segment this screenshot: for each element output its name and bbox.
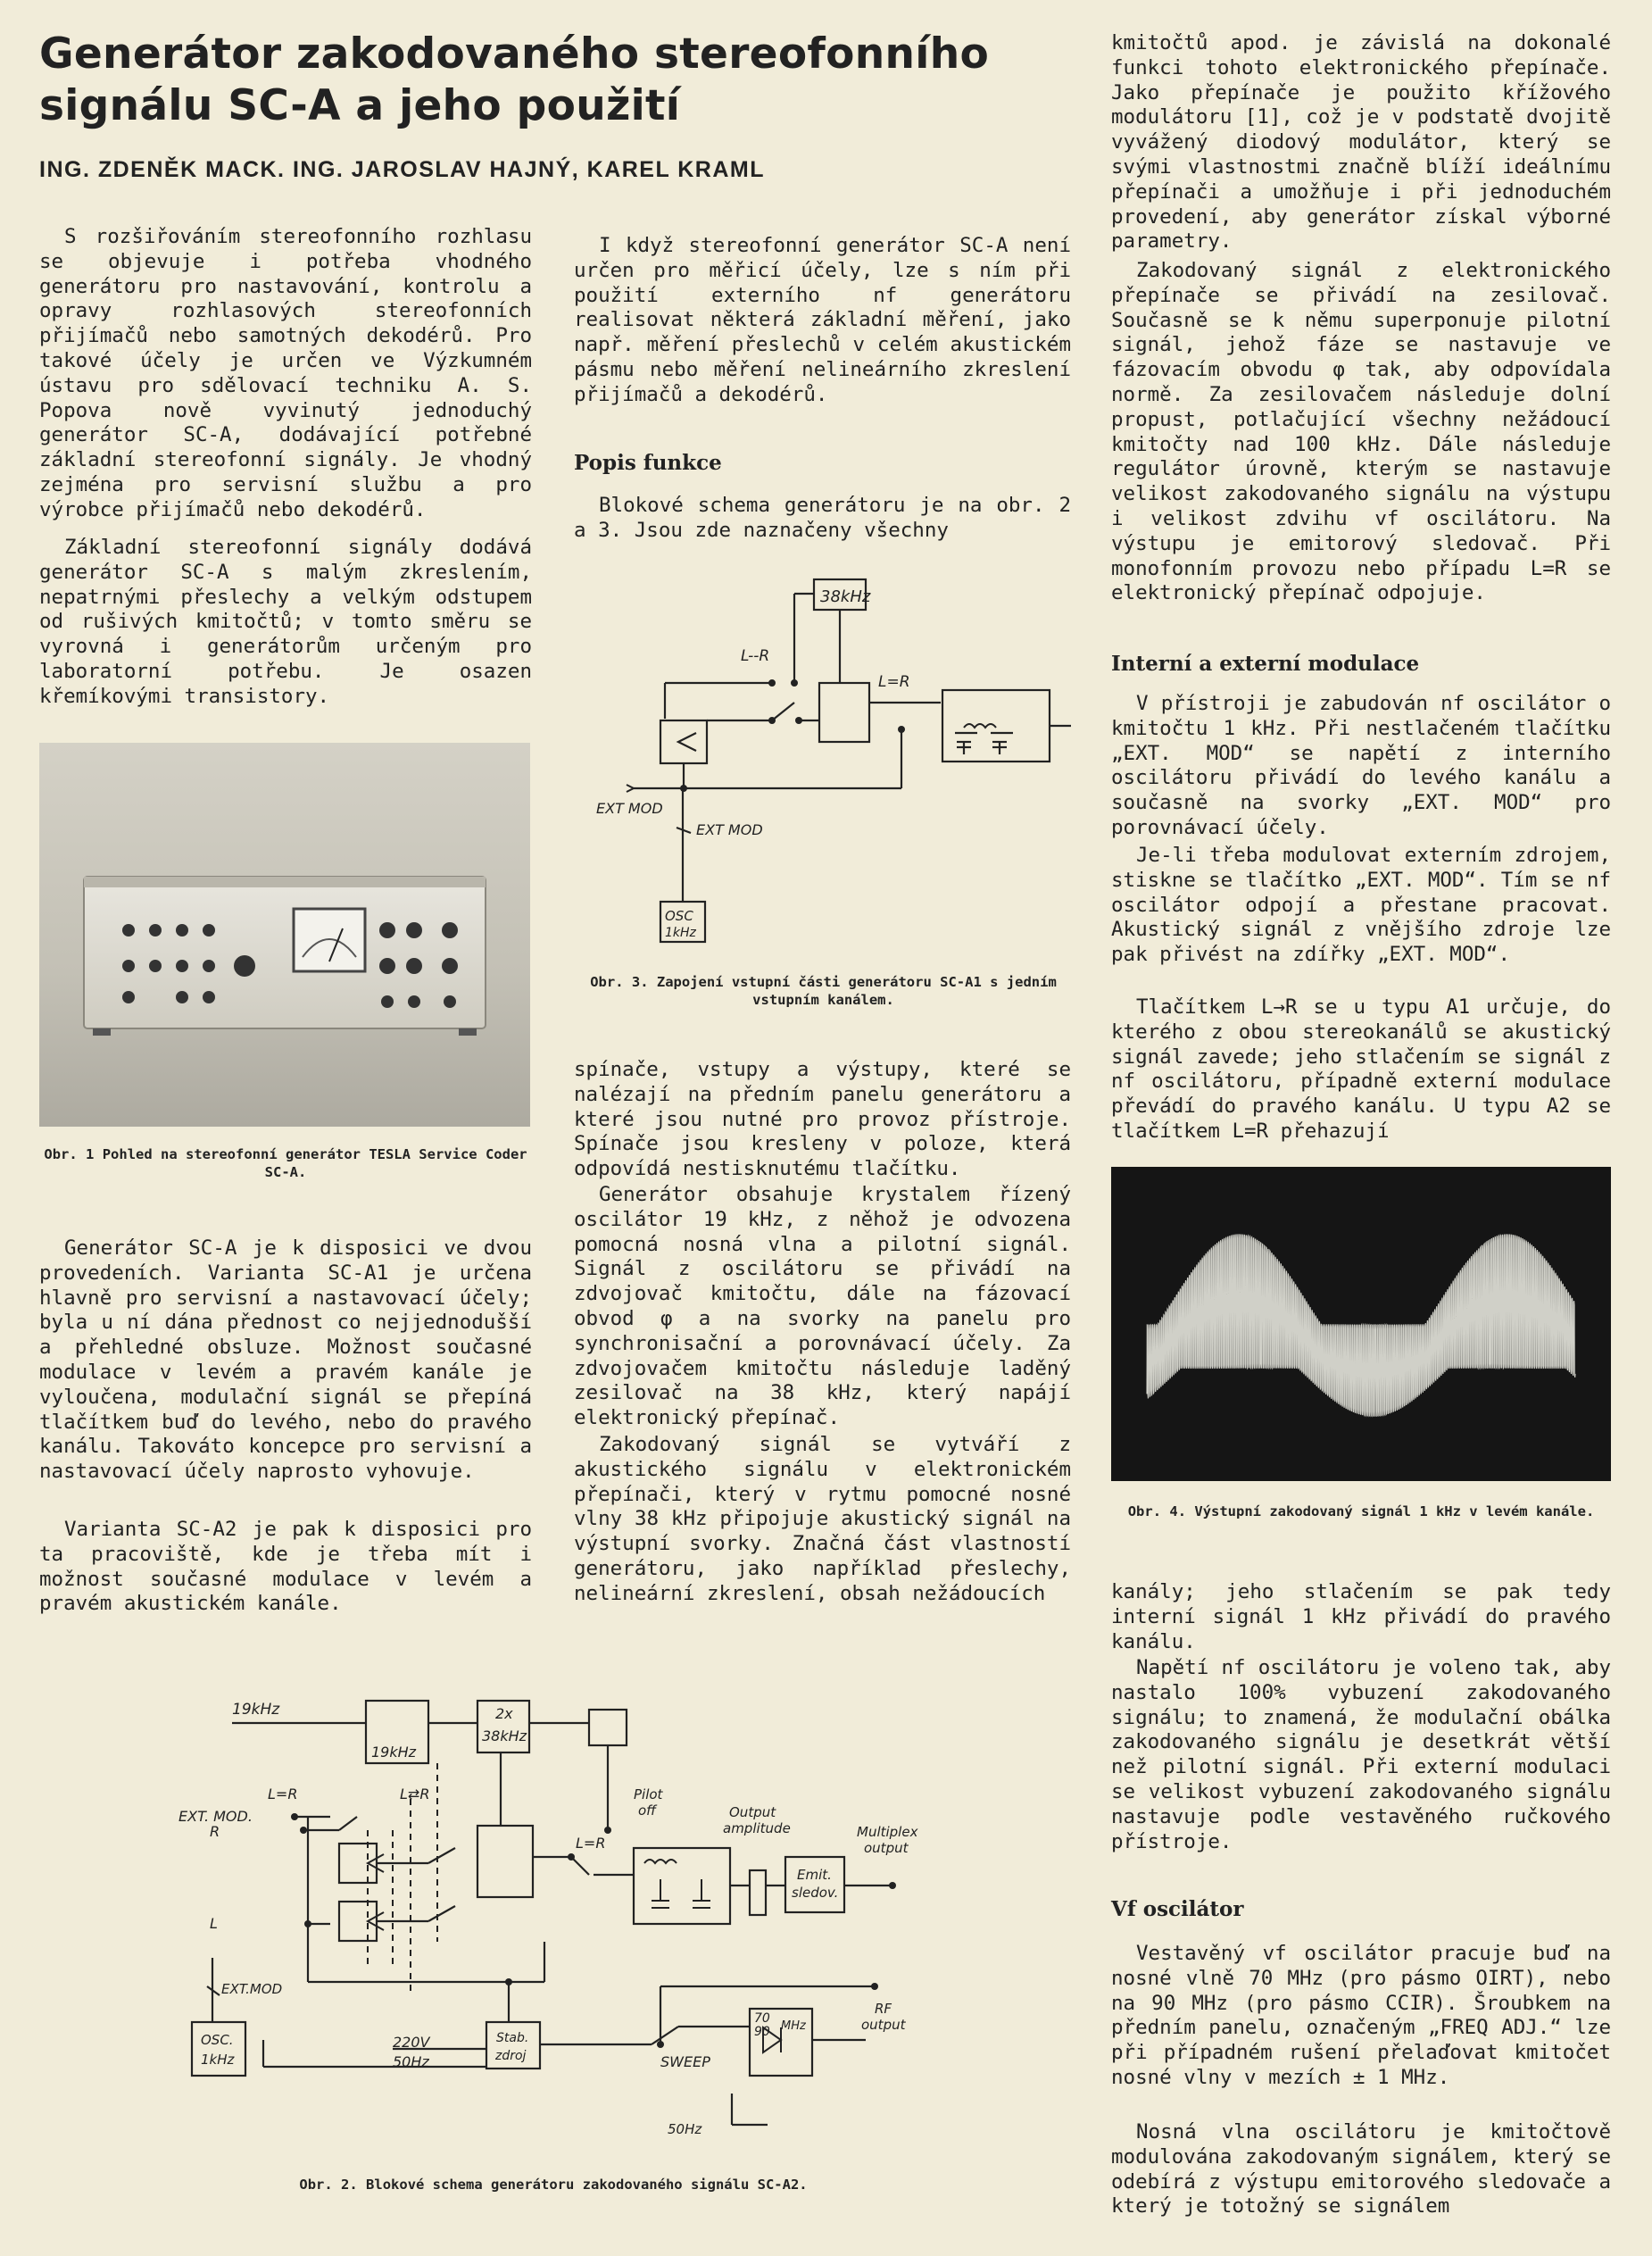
fig3-label-1khz: 1kHz <box>665 926 696 940</box>
fig2-label-mhz: MHz <box>781 2019 806 2033</box>
fig2-label-osc-1khz: 1kHz <box>201 2052 235 2068</box>
col3-paragraph-8: Vestavěný vf oscilátor pracuje buď na nosné vlně 70 MHz (pro pásmo OIRT), nebo na 90 MHz (pro pásmo CCIR). Šroubkem na předním panelu, označeným „FREQ ADJ.“ lze při případném rušení přelaďovat kmitočet nosné vlny v mezích ± 1 MHz. <box>1111 1942 1611 2089</box>
figure-2-diagram <box>178 1674 955 2156</box>
col3-paragraph-7: Napětí nf oscilátoru je voleno tak, aby nastalo 100% vybuzení zakodovaného signálu; to znamená, že modulační obálka zakodovaného signálu je desetkrát větší než pilotní signál. Při externí modulaci se velikost vybuzení zakodovaného signálu nastavuje podle vestavěného ručkového přístroje. <box>1111 1656 1611 1853</box>
col2-paragraph-1: I když stereofonní generátor SC-A není určen pro měřicí účely, lze s ním při použití externího nf generátoru realisovat některá základní měření, jako např. měření přeslechů v celém akustickém pásmu nebo měření nelineárního zkreslení přijímačů a dekodérů. <box>574 234 1071 406</box>
col1-paragraph-3: Generátor SC-A je k disposici ve dvou provedeních. Varianta SC-A1 je určena hlavně pro servisní a nastavovací účely; byla u ní dána přednost co nejjednodušší a přehledné obsluze. Možnost současné modulace v levém a pravém kanále je vyloučena, modulační signál se přepíná tlačítkem buď do levého, nebo do pravého kanálu. Takováto koncepce pro servisní a nastavovací účely naprosto vyhovuje. <box>39 1236 532 1484</box>
fig2-label-emit: Emit. <box>797 1867 832 1883</box>
fig2-label-l-swap-r: L⇄R <box>400 1786 430 1802</box>
fig2-label-38khz: 38kHz <box>482 1727 527 1744</box>
fig2-label-19khz-in: 19kHz <box>232 1701 280 1719</box>
col3-paragraph-9: Nosná vlna oscilátoru je kmitočtově modulována zakodovaným signálem, který se odebírá z výstupu emitorového sledovače a který je totožný se signálem <box>1111 2120 1611 2219</box>
col3-paragraph-6: kanály; jeho stlačením se pak tedy interní signál 1 kHz přivádí do pravého kanálu. <box>1111 1580 1611 1653</box>
fig2-label-zdroj: zdroj <box>495 2049 527 2063</box>
figure-1-photo <box>39 743 530 1127</box>
fig2-label-l-eq-r-mid: L=R <box>576 1835 606 1852</box>
fig2-label-50hz: 50Hz <box>393 2053 429 2070</box>
fig2-label-70: 70 <box>754 2011 770 2026</box>
article-authors: ING. ZDENĚK MACK. ING. JAROSLAV HAJNÝ, KAREL KRAML <box>39 157 766 182</box>
figure-3-diagram <box>580 567 1080 951</box>
figure-4-oscillogram <box>1111 1167 1611 1481</box>
section-heading-interni-externi-modulace: Interní a externí modulace <box>1111 652 1420 676</box>
fig2-label-xtal-19khz: 19kHz <box>371 1744 417 1761</box>
col3-paragraph-5: Tlačítkem L→R se u typu A1 určuje, do kterého z obou stereokanálů se akustický signál zavede; jeho stlačením se signál z nf oscilátoru, případně externí modulace převádí do pravého kanálu. U typu A2 se tlačítkem L=R přehazují <box>1111 995 1611 1143</box>
col2-paragraph-4: Generátor obsahuje krystalem řízený oscilátor 19 kHz, z něhož je odvozena pomocná nosná vlna a pilotní signál. Signál z oscilátoru se přivádí na zdvojovač kmitočtu, dále na fázovací obvod φ a na svorky na panelu pro synchronisační a porovnávací účely. Za zdvojovačem kmitočtu následuje laděný zesilovač na 38 kHz, který napájí elektronický přepínač. <box>574 1183 1071 1430</box>
fig2-label-rf-output: output <box>861 2017 906 2033</box>
col3-paragraph-4: Je-li třeba modulovat externím zdrojem, stiskne se tlačítko „EXT. MOD“. Tím se nf oscilátor odpojí a přestane pracovat. Akustický signál z vnějšího zdroje lze pak přivést na zdířky „EXT. MOD“. <box>1111 844 1611 967</box>
figure-4-caption: Obr. 4. Výstupní zakodovaný signál 1 kHz v levém kanále. <box>1127 1503 1595 1519</box>
fig2-label-2x: 2x <box>495 1705 513 1722</box>
fig3-label-l-r: L--R <box>741 647 770 665</box>
col3-paragraph-3: V přístroji je zabudován nf oscilátor o kmitočtu 1 kHz. Při nestlačeném tlačítku „EXT. MOD“ se napětí z interního oscilátoru přivádí do levého kanálu a současně na svorky „EXT. MOD“ pro porovnávací účely. <box>1111 692 1611 839</box>
col3-paragraph-2: Zakodovaný signál z elektronického přepínače se přivádí na zesilovač. Současně se k němu superponuje pilotní signál, jehož fáze se nastavuje ve fázovacím obvodu φ tak, aby odpovídala normě. Za zesilovačem následuje dolní propust, potlačující všechny nežádoucí kmitočty nad 100 kHz. Dále následuje regulátor úrovně, kterým se nastavuje velikost zakodovaného signálu na výstupu i velikost zdvihu vf oscilátoru. Na výstupu je emitorový sledovač. Při monofonním provozu nebo případu L=R se elektronický přepínač odpojuje. <box>1111 259 1611 605</box>
fig2-label-multiplex: Multiplex <box>857 1824 918 1840</box>
section-heading-popis-funkce: Popis funkce <box>574 451 722 475</box>
fig2-label-l-input: L <box>210 1915 218 1932</box>
fig3-label-osc: OSC <box>665 908 693 924</box>
fig2-label-rf: RF <box>875 2001 892 2017</box>
fig2-label-amplitude: amplitude <box>723 1820 791 1836</box>
figure-2-caption: Obr. 2. Blokové schema generátoru zakodovaného signálu SC-A2. <box>299 2177 808 2193</box>
generator-device-image <box>39 743 530 1127</box>
col3-paragraph-1: kmitočtů apod. je závislá na dokonalé funkci tohoto elektronického přepínače. Jako přepínače je použito křížového modulátoru [1], což je v podstatě dvojitě vyvážený diodový modulátor, který se svými vlastnostmi značně blíží ideálnímu přepínači a umožňuje i při jednoduchém provedení, aby generátor získal výborné parametry. <box>1111 31 1611 254</box>
fig2-label-stab: Stab. <box>496 2031 529 2045</box>
col1-paragraph-2: Základní stereofonní signály dodává generátor SC-A s malým zkreslením, nepatrnými přeslechy a velkým odstupem od rušivých kmitočtů; v tomto směru se vyrovná i generátorům určeným pro laboratorní potřebu. Je osazen křemíkovými transistory. <box>39 536 532 708</box>
section-heading-vf-oscilator: Vf oscilátor <box>1111 1897 1244 1921</box>
title-line-1: Generátor zakodovaného stereofonního <box>39 29 990 79</box>
col1-paragraph-1: S rozšiřováním stereofonního rozhlasu se objevuje i potřeba vhodného generátoru pro nastavování, kontrolu a opravy rozhlasových stereofonních přijímačů nebo samotných dekodérů. Pro takové účely je určen ve Výzkumném ústavu pro sdělovací techniku A. S. Popova nově vyvinutý jednoduchý generátor SC-A, dodávající potřebné základní stereofonní signály. Je vhodný zejména pro servisní službu a pro výrobce přijímačů nebo dekodérů. <box>39 225 532 521</box>
col2-paragraph-5: Zakodovaný signál se vytváří z akustického signálu v elektronickém přepínači, který v rytmu pomocné nosné vlny 38 kHz připojuje akustický signál na výstupní svorky. Značná část vlastností generátoru, jako například přeslechy, nelineární zkreslení, obsah nežádoucích <box>574 1433 1071 1605</box>
fig2-label-ext-mod: EXT. MOD. <box>178 1808 253 1825</box>
title-line-2: signálu SC-A a jeho použití <box>39 81 681 130</box>
col2-paragraph-2: Blokové schema generátoru je na obr. 2 a 3. Jsou zde naznačeny všechny <box>574 494 1071 542</box>
article-title <box>39 29 1039 132</box>
fig2-label-l-eq-r-top: L=R <box>268 1786 298 1802</box>
figure-3-caption: Obr. 3. Zapojení vstupní části generátoru SC-A1 s jedním vstupním kanálem. <box>590 974 1057 1008</box>
fig2-label-ext-mod-switch: EXT.MOD <box>221 1981 283 1997</box>
fig2-label-220v: 220V <box>393 2034 430 2051</box>
fig2-label-pilot: Pilot <box>634 1786 663 1802</box>
fig2-label-mpx-output: output <box>864 1840 909 1856</box>
col2-paragraph-3: spínače, vstupy a výstupy, které se nalézají na předním panelu generátoru a které jsou nutné pro provoz přístroje. Spínače jsou kresleny v poloze, která odpovídá nestisknutému tlačítku. <box>574 1058 1071 1181</box>
fig2-label-osc: OSC. <box>201 2032 234 2048</box>
fig2-label-off: off <box>638 1802 657 1819</box>
fig3-label-38khz: 38kHz <box>820 587 871 606</box>
fig2-label-output: Output <box>729 1804 776 1820</box>
fig2-label-90: 90 <box>754 2025 770 2039</box>
fig3-label-ext-mod-in: EXT MOD <box>596 800 663 817</box>
fig2-label-sweep-50hz: 50Hz <box>668 2121 702 2137</box>
figure-1-caption: Obr. 1 Pohled na stereofonní generátor TESLA Service Coder SC-A. <box>44 1146 527 1180</box>
fig2-label-r-input: R <box>210 1823 220 1840</box>
col1-paragraph-4: Varianta SC-A2 je pak k disposici pro ta pracoviště, kde je třeba mít i možnost současné modulace v levém a pravém akustickém kanále. <box>39 1518 532 1616</box>
oscillogram-trace <box>1111 1167 1611 1481</box>
fig3-label-l-eq-r: L=R <box>878 673 910 691</box>
fig3-label-ext-mod-switch: EXT MOD <box>696 821 763 838</box>
fig2-label-sledov: sledov. <box>792 1885 839 1901</box>
fig2-label-sweep: SWEEP <box>660 2053 710 2070</box>
